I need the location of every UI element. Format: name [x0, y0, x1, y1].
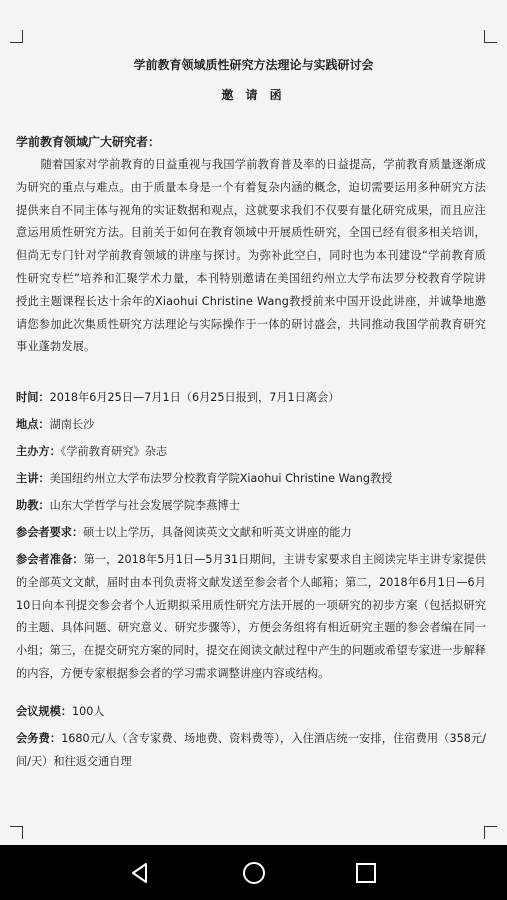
- info-label: 助教：: [16, 499, 50, 512]
- info-value: 1680元/人（含专家费、场地费、资料费等），入住酒店统一安排，住宿费用（358元/间/天）和往返交通自理: [16, 732, 486, 768]
- info-item-fee: [16, 728, 486, 774]
- info-value: 第一，2018年5月1日—5月31日期间，主讲专家要求自主阅读完毕主讲专家提供的全部英文文献，届时由本刊负责将文献发送至参会者个人邮箱；第二，2018年6月1日—6月10日向本刊提交参会者个人近期拟采用质性研究方法开展的一项研究的初步方案（包括拟研究的主题、具体问题、研究意义、研究步骤等），方便会务组将有相近研究主题的参会者编在同一小组；第三，在提交研究方案的同时，提交在阅读文献过程中产生的问题或希望专家进一步解释的内容，方便专家根据参会者的学习需求调整讲座内容或结构。: [16, 553, 486, 680]
- crop-mark-top-left: [10, 30, 23, 43]
- info-label: 会议规模：: [16, 705, 72, 718]
- info-item-speaker: [16, 468, 486, 491]
- info-value: 湖南长沙: [49, 418, 95, 431]
- info-item-assistant: [16, 495, 486, 518]
- home-icon[interactable]: [240, 859, 268, 887]
- info-value: 硕士以上学历，具备阅读英文文献和听英文讲座的能力: [83, 526, 352, 539]
- info-value: 山东大学哲学与社会发展学院李燕博士: [49, 499, 240, 512]
- crop-mark-bottom-right: [484, 826, 497, 839]
- info-value: 美国纽约州立大学布法罗分校教育学院Xiaohui Christine Wang教授: [49, 472, 393, 485]
- info-value: 100人: [71, 705, 105, 718]
- back-icon[interactable]: [126, 859, 154, 887]
- recent-apps-icon[interactable]: [352, 859, 380, 887]
- info-label: 主讲：: [16, 472, 50, 485]
- info-label: 参会者要求：: [16, 526, 84, 539]
- info-value: 《学前教育研究》杂志: [60, 445, 168, 458]
- salutation: 学前教育领域广大研究者：: [16, 135, 161, 149]
- info-label: 会务费：: [16, 732, 62, 745]
- info-item-preparation: [16, 549, 486, 686]
- info-value: 2018年6月25日—7月1日（6月25日报到，7月1日离会）: [49, 391, 340, 404]
- crop-mark-bottom-left: [10, 826, 23, 839]
- document-subtitle: 邀 请 函: [221, 88, 286, 102]
- document-title: 学前教育领域质性研究方法理论与实践研讨会: [133, 58, 374, 72]
- info-label: 主办方：: [16, 445, 61, 458]
- android-navigation-bar: [0, 845, 507, 900]
- info-label: 参会者准备：: [16, 553, 84, 566]
- info-item-scale: [16, 701, 486, 724]
- intro-paragraph: 随着国家对学前教育的日益重视与我国学前教育普及率的日益提高，学前教育质量逐渐成为研究的重点与难点。由于质量本身是一个有着复杂内涵的概念，迫切需要运用多种研究方法提供来自不同主体与视角的实证数据和观点，这就要求我们不仅要有量化研究成果，而且应注意运用质性研究方法。目前关于如何在教育领域中开展质性研究，全国已经有很多相关培训，但尚无专门针对学前教育领域的讲座与探讨。为弥补此空白，同时也为本刊建设“学前教育质性研究专栏”培养和汇聚学术力量，本刊特别邀请在美国纽约州立大学布法罗分校教育学院讲授此主题课程长达十余年的Xiaohui Christine Wang教授前来中国开设此讲座，并诚挚地邀请您参加此次集质性研究方法理论与实际操作于一体的研讨盛会，共同推动我国学前教育研究事业蓬勃发展。: [16, 158, 486, 354]
- info-item-time: [16, 387, 486, 410]
- info-label: 地点：: [16, 418, 50, 431]
- info-item-location: [16, 414, 486, 437]
- info-label: 时间：: [16, 391, 50, 404]
- info-item-organizer: [16, 441, 486, 464]
- info-item-requirements: [16, 522, 486, 545]
- crop-mark-top-right: [484, 30, 497, 43]
